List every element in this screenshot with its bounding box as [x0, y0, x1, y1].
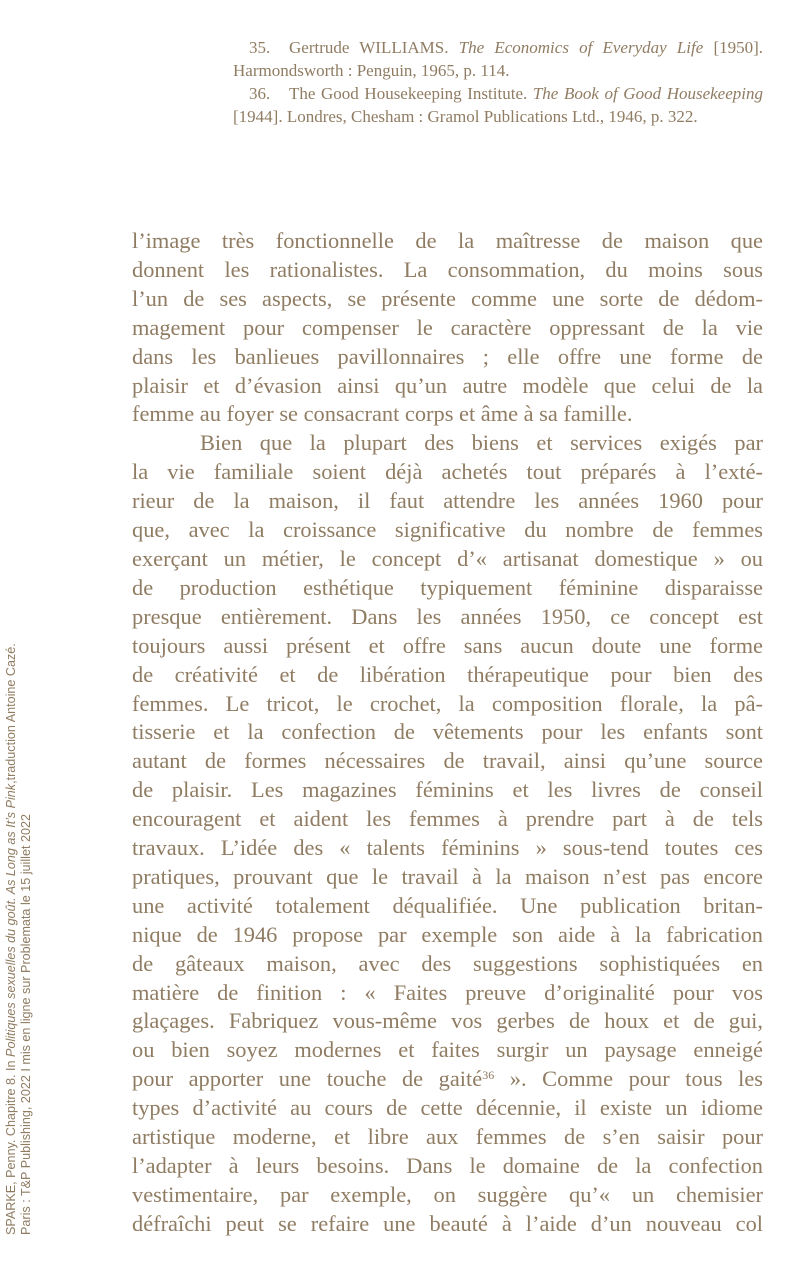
text-line: rieur de la maison, il faut attendre les années 1960 pour — [132, 488, 763, 514]
citation-line-1: SPARKE, Penny. Chapitre 8. In Politiques sexuelles du goût. As Long as It’s Pink,traduction Antoine Cazé. — [4, 643, 18, 1235]
paragraph-1 — [132, 227, 763, 429]
text-line: exerçant un métier, le concept d’« artisanat domestique » ou — [132, 545, 763, 571]
footnote-rest: [1944]. Londres, Chesham : Gramol Publications Ltd., 1946, p. 322. — [233, 107, 698, 126]
text-line: magement pour compenser le caractère oppressant de la vie — [132, 314, 763, 340]
text-line: de créativité et de libération thérapeutique pour bien des — [132, 661, 763, 687]
text-line: défraîchi peut se refaire une beauté à l’aide d’un nouveau col — [132, 1210, 763, 1236]
footnote-author: The Good Housekeeping Institute. — [289, 84, 528, 103]
text-line: nique de 1946 propose par exemple son aide à la fabrication — [132, 921, 763, 947]
footnote-title: The Economics of Everyday Life — [458, 38, 704, 57]
text-line: encouragent et aident les femmes à prendre part à de tels — [132, 806, 763, 832]
citation-line-2: Paris : T&P Publishing, 2022 I mis en ligne sur Problemata le 15 juillet 2022 — [19, 814, 33, 1235]
text-line: vestimentaire, par exemple, on suggère qu’« un chemisier — [132, 1181, 763, 1207]
main-text — [132, 227, 763, 1239]
text-line: de production esthétique typiquement féminine disparaisse — [132, 574, 763, 600]
text-line: travaux. L’idée des « talents féminins » sous-tend toutes ces — [132, 835, 763, 861]
text-line: artistique moderne, et libre aux femmes de s’en saisir pour — [132, 1124, 763, 1150]
paragraph-2 — [132, 429, 763, 1238]
footnote-title: The Book of Good Housekeeping — [532, 84, 763, 103]
text-line: tisserie et la confection de vêtements pour les enfants sont — [132, 719, 763, 745]
text-line: pratiques, prouvant que le travail à la maison n’est pas encore — [132, 863, 763, 889]
text-line: une activité totalement déqualifiée. Une publication britan- — [132, 892, 763, 918]
text-line: autant de formes nécessaires de travail, ainsi qu’une source — [132, 748, 763, 774]
text-line: l’un de ses aspects, se présente comme une sorte de dédom- — [132, 285, 763, 311]
text-line: ou bien soyez modernes et faites surgir un paysage enneigé — [132, 1037, 763, 1063]
footnote-reference: 36 — [482, 1068, 495, 1083]
text-line: de gâteaux maison, avec des suggestions sophistiquées en — [132, 950, 763, 976]
text-line: de plaisir. Les magazines féminins et les livres de conseil — [132, 777, 763, 803]
footnote-number: 35. — [249, 38, 271, 57]
text-line: presque entièrement. Dans les années 1950, ce concept est — [132, 603, 763, 629]
text-line: types d’activité au cours de cette décennie, il existe un idiome — [132, 1095, 763, 1121]
text-line: la vie familiale soient déjà achetés tout préparés à l’exté- — [132, 459, 763, 485]
footnote-rest: [1950]. Harmondsworth : Penguin, 1965, p. 114. — [233, 38, 764, 80]
text-line: dans les banlieues pavillonnaires ; elle offre une forme de — [132, 343, 763, 369]
text-line: plaisir et d’évasion ainsi qu’un autre modèle que celui de la — [132, 372, 763, 398]
text-line: l’image très fonctionnelle de la maîtresse de maison que — [132, 228, 763, 253]
footnote-35 — [233, 36, 763, 82]
citation-text — [4, 643, 34, 1235]
text-line: femmes. Le tricot, le crochet, la composition florale, la pâ- — [132, 690, 763, 716]
footnotes — [233, 36, 763, 128]
text-line: que, avec la croissance significative du nombre de femmes — [132, 517, 763, 543]
footnote-number: 36. — [249, 84, 271, 103]
footnote-36 — [233, 82, 763, 128]
text-line: toujours aussi présent et offre sans aucun doute une forme — [132, 632, 763, 658]
text-line: l’adapter à leurs besoins. Dans le domaine de la confection — [132, 1153, 763, 1178]
text-line: donnent les rationalistes. La consommation, du moins sous — [132, 256, 763, 282]
footnote-author: Gertrude WILLIAMS. — [289, 38, 449, 57]
citation-sidebar — [0, 0, 40, 1272]
text-line-with-footnote-ref: pour apporter une touche de gaité$^{36}$ ». Comme pour tous les — [132, 1066, 763, 1092]
text-line: matière de finition : « Faites preuve d’originalité pour vos — [132, 979, 763, 1005]
text-line: femme au foyer se consacrant corps et âme à sa famille. — [132, 401, 633, 427]
text-line: Bien que la plupart des biens et services exigés par — [200, 430, 763, 456]
text-line: glaçages. Fabriquez vous-même vos gerbes de houx et de gui, — [132, 1008, 763, 1034]
